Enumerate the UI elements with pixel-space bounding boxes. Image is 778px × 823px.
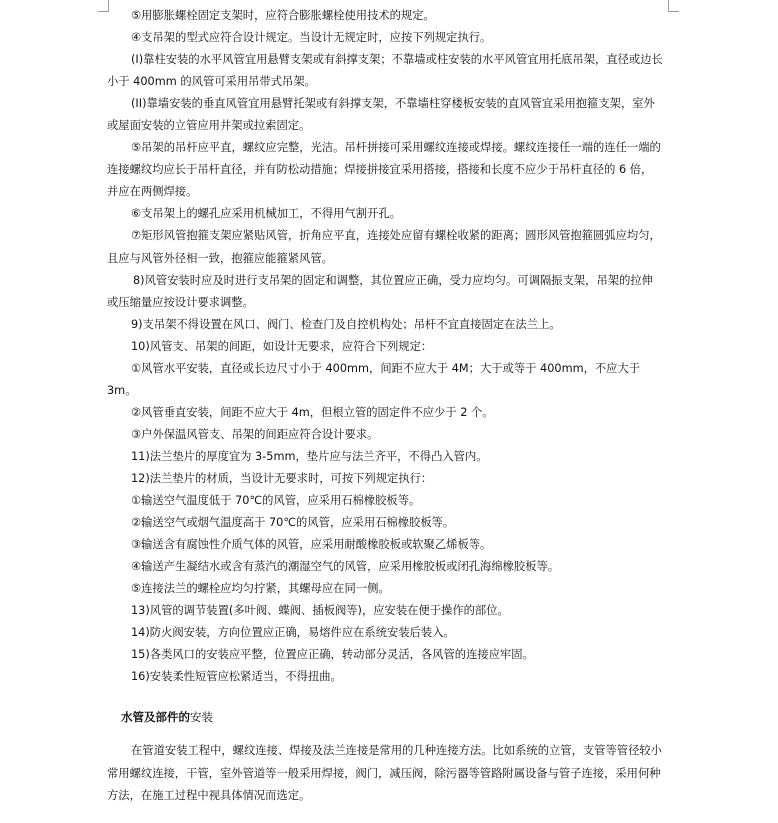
- paragraph: ⑤用膨胀螺栓固定支架时，应符合膨胀螺栓使用技术的规定。: [131, 9, 435, 22]
- paragraph: 13)风管的调节装置(多叶阀、蝶阀、插板阀等)，应安装在便于操作的部位。: [131, 604, 509, 618]
- paragraph: 15)各类风口的安装应平整，位置应正确，转动部分灵活，各风管的连接应牢固。: [131, 648, 534, 662]
- document-body: [107, 5, 663, 807]
- paragraph: 10)风管支、吊架的间距，如设计无要求，应符合下列规定：: [131, 339, 433, 353]
- margin-mark-right-h: [669, 11, 679, 12]
- paragraph: 9)支吊架不得设置在风口、阀门、检查门及自控机构处；吊杆不宜直接固定在法兰上。: [131, 317, 561, 331]
- paragraph: 12)法兰垫片的材质，当设计无要求时，可按下列规定执行：: [131, 471, 433, 485]
- paragraph: ①风管水平安装，直径或长边尺寸小于 400mm，间距不应大于 4M；大于或等于 400mm，不应大于 3m。: [107, 361, 641, 397]
- paragraph: (I)靠柱安装的水平风管宜用悬臂支架或有斜撑支架；不靠墙或柱安装的水平风管宜用托底吊架，直径或边长小于 400mm 的风管可采用吊带式吊架。: [107, 53, 663, 89]
- section-heading-bold: 水管及部件的: [121, 710, 190, 725]
- paragraph: ③输送含有腐蚀性介质气体的风管，应采用耐酸橡胶板或软聚乙烯板等。: [131, 538, 492, 552]
- paragraph: 在管道安装工程中，螺纹连接、焊接及法兰连接是常用的几种连接方法。比如系统的立管，支管等管径较小常用螺纹连接，干管，室外管道等一般采用焊接，阀门，减压阀，除污器等管路附属设备与管子连接，采用何种方法，在施工过程中视具体情况而选定。: [107, 744, 662, 802]
- paragraph: ②风管垂直安装，间距不应大于 4m，但根立管的固定件不应少于 2 个。: [131, 405, 494, 419]
- paragraph: ⑤连接法兰的螺栓应均匀拧紧，其螺母应在同一侧。: [131, 582, 390, 596]
- paragraph: ⑦矩形风管抱箍支架应紧贴风管，折角应平直，连接处应留有螺栓收紧的距离；圆形风管抱箍圆弧应均匀，且应与风管外径相一致，抱箍应能箍紧风管。: [107, 229, 661, 265]
- paragraph: ①输送空气温度低于 70℃的风管，应采用石棉橡胶板等。: [131, 494, 421, 508]
- paragraph: ⑤吊架的吊杆应平直，螺纹应完整，光洁。吊杆拼接可采用螺纹连接或焊接。螺纹连接任一端的连任一端的连接螺纹均应长于吊杆直径，并有防松动措施；焊接拼接宜采用搭接，搭接和长度不应少于吊杆直径的 6 倍，并应在两侧焊接。: [107, 141, 661, 199]
- paragraph: ⑥支吊架上的螺孔应采用机械加工，不得用气割开孔。: [131, 207, 401, 221]
- paragraph: 14)防火阀安装，方向位置应正确，易熔件应在系统安装后装入。: [131, 626, 455, 640]
- section-heading: [107, 706, 663, 728]
- paragraph: ④支吊架的型式应符合设计规定。当设计无规定时，应按下列规定执行。: [131, 31, 492, 45]
- paragraph: 16)安装柔性短管应松紧适当，不得扭曲。: [131, 670, 342, 684]
- paragraph: 8)风管安装时应及时进行支吊架的固定和调整，其位置应正确，受力应均匀。可调隔振支架，吊架的拉伸或压缩量应按设计要求调整。: [107, 273, 653, 309]
- paragraph: ②输送空气或烟气温度高于 70℃的风管，应采用石棉橡胶板等。: [131, 516, 455, 530]
- paragraph: 11)法兰垫片的厚度宜为 3-5mm，垫片应与法兰齐平，不得凸入管内。: [131, 449, 488, 463]
- paragraph: ③户外保温风管支、吊架的间距应符合设计要求。: [131, 427, 379, 441]
- paragraph: (II)靠墙安装的垂直风管宜用悬臂托架或有斜撑支架，不靠墙柱穿楼板安装的直风管宜采用抱箍支架，室外或屋面安装的立管应用井架或拉索固定。: [107, 97, 655, 133]
- section-heading-rest: 安装: [190, 710, 213, 725]
- paragraph: ④输送产生凝结水或含有蒸汽的潮湿空气的风管，应采用橡胶板或闭孔海绵橡胶板等。: [131, 560, 560, 574]
